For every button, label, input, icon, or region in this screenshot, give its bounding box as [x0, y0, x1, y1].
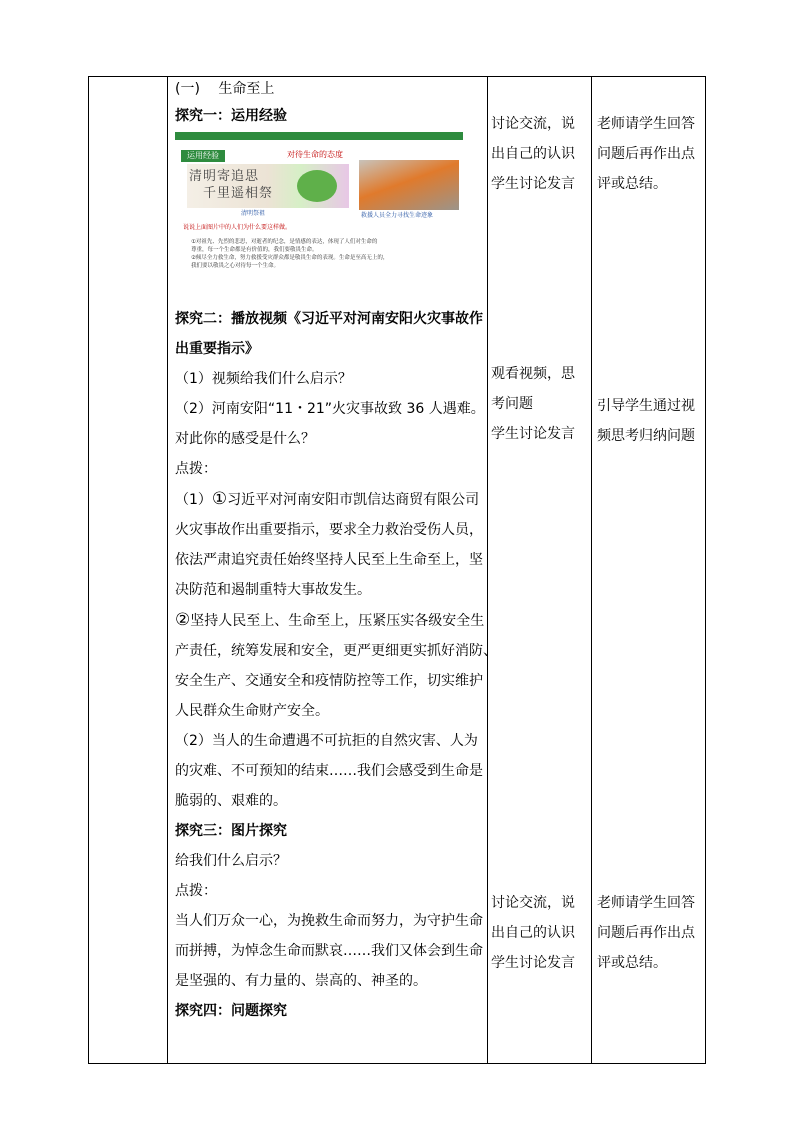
image-caption-2: 救援人员全力寻找生命迹象 [361, 212, 434, 219]
image-caption-1: 清明祭祖 [241, 210, 266, 217]
answer-2-line-3: 安全生产、交通安全和疫情防控等工作，切实维护 [175, 673, 483, 689]
explore3-question: 给我们什么启示？ [175, 853, 287, 869]
section-heading: (一) 生命至上 [175, 81, 275, 97]
teacher-note-2: 引导学生通过视 频思考归纳问题 [597, 398, 695, 444]
answer-1-line-3: 依法严肃追究责任始终坚持人民至上生命至上，坚 [175, 552, 483, 568]
explore2-question-1: （1）视频给我们什么启示？ [175, 371, 352, 387]
slide-tag: 运用经验 [181, 150, 225, 162]
slide-question: 说说上面图片中的人们为什么要这样做。 [183, 224, 292, 231]
slide-heading: 对待生命的态度 [287, 150, 343, 159]
hint-label: 点拨： [175, 461, 217, 477]
explore2-question-2: （2）河南安阳“11・21”火灾事故致 36 人遇难。 [175, 401, 485, 417]
lesson-table [88, 76, 706, 1064]
rescue-image [359, 160, 459, 210]
explore3-answer-line-2: 而拼搏，为悼念生命而默哀……我们又体会到生命 [175, 943, 483, 959]
qingming-image [187, 164, 349, 208]
answer-1-line-2: 火灾事故作出重要指示，要求全力救治受伤人员， [175, 522, 483, 538]
column-divider [167, 77, 168, 1063]
answer-2-line-4: 人民群众生命财产安全。 [175, 703, 329, 719]
explore3-hint-label: 点拨： [175, 883, 217, 899]
teacher-note-3: 老师请学生回答 问题后再作出点 评或总结。 [597, 895, 695, 971]
slide-thumbnail [175, 132, 463, 296]
answer-2-line-2: 产责任，统筹发展和安全，更严更细更实抓好消防、 [175, 643, 497, 659]
explore2-title-line1: 探究二：播放视频《习近平对河南安阳火灾事故作 [175, 311, 483, 327]
answer-1-line-1: （1）①习近平对河南安阳市凯信达商贸有限公司 [175, 489, 480, 509]
slide-logo: 学科网 [440, 132, 459, 139]
calligraphy-text: 清明寄追思 千里遥相祭 [189, 169, 274, 201]
explore3-title: 探究三：图片探究 [175, 823, 287, 839]
explore2-question-2-cont: 对此你的感受是什么？ [175, 431, 315, 447]
answer-3-line-3: 脆弱的、艰难的。 [175, 793, 287, 809]
explore3-answer-line-3: 是坚强的、有力量的、崇高的、神圣的。 [175, 973, 427, 989]
student-activity-1: 讨论交流，说 出自己的认识 学生讨论发言 [491, 116, 575, 192]
student-activity-2: 观看视频，思 考问题 学生讨论发言 [491, 366, 575, 442]
explore4-title: 探究四：问题探究 [175, 1003, 287, 1019]
column-divider [487, 77, 488, 1063]
answer-2-line-1: ②坚持人民至上、生命至上，压紧压实各级安全生 [175, 610, 485, 630]
student-activity-3: 讨论交流，说 出自己的认识 学生讨论发言 [491, 895, 575, 971]
teacher-note-1: 老师请学生回答 问题后再作出点 评或总结。 [597, 116, 695, 192]
explore1-title: 探究一：运用经验 [175, 108, 287, 124]
explore2-title-line2: 出重要指示》 [175, 341, 259, 357]
qingming-badge [297, 170, 337, 202]
answer-3-line-2: 的灾难、不可预知的结束……我们会感受到生命是 [175, 763, 483, 779]
answer-1-line-4: 决防范和遏制重特大事故发生。 [175, 582, 371, 598]
explore3-answer-line-1: 当人们万众一心，为挽救生命而努力，为守护生命 [175, 913, 483, 929]
slide-answer: ①对祖先、先烈的悲思，对逝者的纪念，是情感的表达，体现了人们对生命的 尊重，每一个生命都是有价值的，我们要敬畏生命。 ②倾尽全力救生命，努力救援受灾群众都是敬畏生命的表现。生命是至高无上的， 我们要以敬畏之心对待每一个生命。 [191, 239, 389, 269]
answer-3-line-1: （2）当人的生命遭遇不可抗拒的自然灾害、人为 [175, 733, 478, 749]
content-column [169, 77, 497, 1026]
column-divider [591, 77, 592, 1063]
